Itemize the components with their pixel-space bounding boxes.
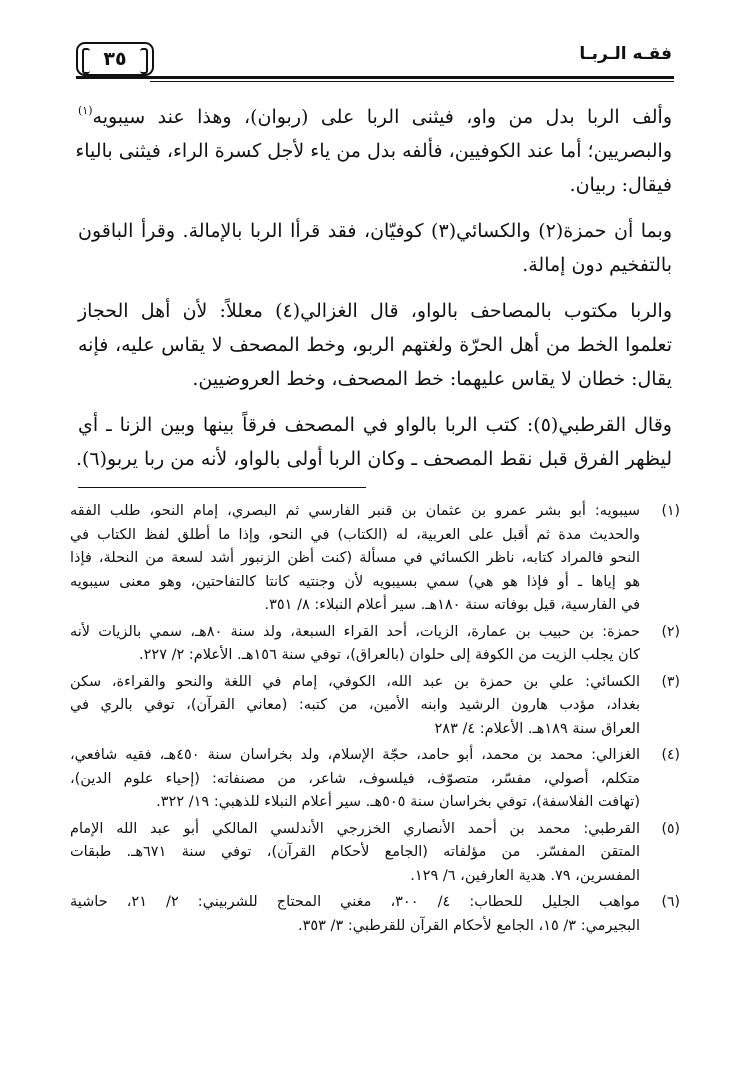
footnote-line: المفسرين، ٧٩. هدية العارفين، ٦/ ١٢٩.	[410, 867, 640, 884]
footnote	[70, 500, 680, 618]
footnote-line: المتقن المفسّر. من مؤلفاته (الجامع لأحكام القرآن)، توفي سنة ٦٧١هـ. طبقات	[70, 844, 641, 860]
text-line: وقال القرطبي(٥): كتب الربا بالواو في المصحف فرقاً بينها وبين الزنا ـ أي	[78, 414, 672, 436]
footnote-line: مواهب الجليل للحطاب: ٤/ ٣٠٠، مغني المحتاج للشربيني: ٢/ ٢١، حاشية	[70, 894, 640, 910]
header-rule-thin	[150, 81, 674, 82]
text-line: فيقال: ربيان.	[569, 174, 672, 196]
footnote	[70, 818, 680, 889]
text-line: تعلموا الخط من أهل الحرّة ولغتهم الربو، وخط المصحف لا يقاس عليه، فإنه	[78, 334, 672, 356]
text-line: وبما أن حمزة(٢) والكسائي(٣) كوفيّان، فقد قرأا الربا بالإمالة. وقرأ الباقون	[78, 220, 673, 242]
text-line: والربا مكتوب بالمصاحف بالواو، قال الغزالي(٤) معللاً: لأن أهل الحجاز	[78, 300, 673, 322]
footnote-line: هو إياها ـ أو فإذا هو هي) سمي بسيبويه لأن وجنتيه كانتا كالتفاحتين، وهو معنى سيبويه	[70, 573, 640, 590]
text-line: ليظهر الفرق قبل نقط المصحف ـ وكان الربا أولى بالواو، لأنه من ربا يربو(٦).	[75, 448, 672, 470]
text-line: وألف الربا بدل من واو، فيثنى الربا على (ربوان)، وهذا عند سيبويه$^{(١)}$	[78, 104, 672, 128]
footnote-ref[interactable]: (١)	[78, 104, 93, 117]
footnote-line: والحديث مدة ثم أقبل على العربية، له (الكتاب) في النحو، وإذا ما أطلق لفظ الكتاب في	[70, 526, 640, 543]
footnote-line: حمزة: بن حبيب بن عمارة، الزيات، أحد القراء السبعة، ولد سنة ٨٠هـ، سمي بالزيات لأنه	[70, 623, 641, 640]
footnote-line: البجيرمي: ٣/ ١٥، الجامع لأحكام القرآن للقرطبي: ٣/ ٣٥٣.	[297, 917, 640, 934]
footnote	[70, 744, 680, 815]
footnote	[70, 621, 680, 668]
footnote-number: (١)	[661, 503, 680, 519]
footnote-line: في الفارسية، قيل بوفاته سنة ١٨٠هـ. سير أعلام النبلاء: ٨/ ٣٥١.	[264, 597, 640, 613]
page-number: ٣٥	[76, 42, 154, 76]
text-line: يقال: خطان لا يقاس عليهما: خط المصحف، وخط العروضيين.	[192, 368, 672, 390]
footnote	[70, 891, 680, 938]
running-header-title: فقـه الـربـا	[579, 44, 672, 64]
paragraph	[75, 100, 672, 202]
footnote-line: متكلم، أصولي، مفسّر، متصوّف، فيلسوف، شاعر، من مصنفاته: (إحياء علوم الدين)،	[70, 770, 640, 787]
footnote-number: (٣)	[661, 673, 680, 690]
footnote-line: كان يجلب الزيت من الكوفة إلى حلوان (بالعراق)، توفي سنة ١٥٦هـ. الأعلام: ٢/ ٢٢٧.	[139, 647, 640, 663]
footnote-line: العراق سنة ١٨٩هـ. الأعلام: ٤/ ٢٨٣	[434, 720, 640, 737]
text-line: والبصريين؛ أما عند الكوفيين، فألفه بدل من ياء لأجل كسرة الراء، فيثنى بالياء	[75, 140, 672, 162]
text-line: بالتفخيم دون إمالة.	[522, 254, 672, 276]
footnote-line: الغزالي: محمد بن محمد، أبو حامد، حجّة الإسلام، ولد بخراسان سنة ٤٥٠هـ، فقيه شافعي،	[70, 747, 641, 763]
footnote-line: بغداد، مؤدب هارون الرشيد وابنه الأمين، من كتبه: (معاني القرآن)، توفي بالري في	[70, 697, 640, 713]
footnotes	[70, 500, 680, 941]
paragraph	[78, 214, 672, 282]
footnote-line: (تهافت الفلاسفة)، توفي بخراسان سنة ٥٠٥هـ. سير أعلام النبلاء للذهبي: ١٩/ ٣٢٢.	[156, 794, 640, 810]
footnote-number: (٦)	[661, 894, 680, 910]
footnote-line: القرطبي: محمد بن أحمد الأنصاري الخزرجي الأندلسي المالكي أبو عبد الله الإمام	[70, 820, 640, 837]
header-rule	[76, 76, 674, 79]
paragraph	[78, 294, 672, 396]
main-text	[75, 100, 673, 488]
footnote-line: الكسائي: علي بن حمزة بن عبد الله، الكوفي، إمام في اللغة والنحو والقراءة، سكن	[70, 673, 640, 690]
paragraph	[75, 408, 672, 476]
footnote	[70, 671, 680, 742]
footnote-line: سيبويه: أبو بشر عمرو بن عثمان بن قنبر الفارسي ثم البصري، إمام النحو، طلب الفقه	[70, 503, 640, 519]
footnote-number: (٥)	[661, 820, 680, 837]
footnote-number: (٢)	[661, 623, 680, 640]
footnote-number: (٤)	[661, 747, 680, 763]
footnote-separator	[78, 487, 366, 488]
footnote-line: النحو فالمراد كتابه، ناظر الكسائي في مسألة (كنت أظن الزنبور أشد لسعة من النحلة، فإذا	[70, 550, 640, 566]
